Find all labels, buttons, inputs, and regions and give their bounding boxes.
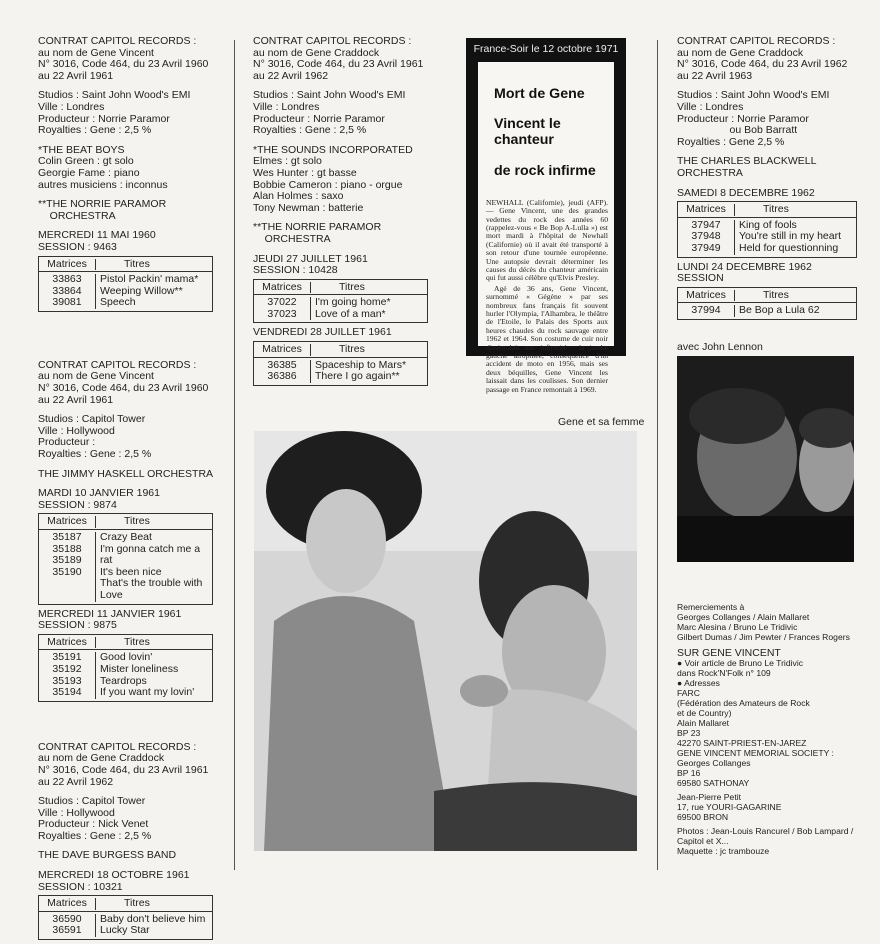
matrix-number: 36591: [52, 924, 82, 937]
text-line: Producteur : Nick Venet: [38, 818, 149, 831]
credits-text: [677, 826, 867, 856]
text-line: Alain Mallaret: [677, 718, 730, 728]
band-block: [253, 145, 428, 215]
session-block: [253, 327, 428, 339]
text-line: Jean-Pierre Petit: [677, 792, 742, 802]
text-line: CONTRAT CAPITOL RECORDS :: [253, 35, 412, 47]
song-title: Love of a man*: [315, 307, 386, 320]
text-line: ORCHESTRA: [38, 209, 116, 222]
text-line: CONTRAT CAPITOL RECORDS :: [677, 35, 836, 47]
titres-header: Titres: [124, 515, 150, 528]
studio-block: [38, 90, 213, 136]
text-line: SESSION : 9874: [38, 498, 117, 511]
text-line: Royalties : Gene 2,5 %: [677, 135, 785, 148]
text-line: Vincent le chanteur: [494, 116, 561, 149]
text-line: au 22 Avril 1961: [38, 69, 114, 82]
song-title: Crazy Beat: [100, 531, 152, 543]
text-line: au nom de Gene Vincent: [38, 46, 154, 59]
text-line: 17, rue YOURI-GAGARINE: [677, 802, 782, 812]
text-line: au 22 Avril 1961: [38, 393, 114, 406]
matrix-number: 37994: [691, 304, 721, 317]
matrix-table: [38, 256, 213, 312]
column-1: [38, 36, 213, 944]
matrices-header: Matrices: [39, 259, 96, 271]
text-line: SAMEDI 8 DECEMBRE 1962: [677, 186, 815, 199]
text-line: 69500 BRON: [677, 812, 729, 822]
matrix-number: 33863: [52, 273, 82, 286]
matrix-number: 37022: [267, 296, 297, 309]
text-line: BP 23: [677, 728, 701, 738]
text-line: MARDI 10 JANVIER 1961: [38, 487, 160, 500]
matrix-number: 37948: [691, 230, 721, 243]
clipping-source: France-Soir le 12 octobre 1971: [473, 43, 619, 55]
matrix-table: [677, 287, 857, 320]
credits-block: [677, 826, 867, 856]
text-line: au nom de Gene Craddock: [677, 46, 804, 59]
matrices-header: Matrices: [39, 637, 96, 649]
text-line: Wes Hunter : gt basse: [253, 166, 357, 179]
song-title: Speech: [100, 296, 136, 309]
band-block: [677, 156, 857, 179]
text-line: CONTRAT CAPITOL RECORDS :: [38, 35, 197, 47]
song-title: Be Bop a Lula 62: [739, 304, 820, 317]
text-line: Studios : Capitol Tower: [38, 795, 146, 808]
titres-header: Titres: [763, 288, 789, 301]
matrices-header: Matrices: [254, 344, 311, 356]
text-line: THE DAVE BURGESS BAND: [38, 849, 177, 862]
text-line: au 22 Avril 1963: [677, 69, 753, 82]
text-line: Studios : Saint John Wood's EMI: [38, 89, 191, 102]
text-line: **THE NORRIE PARAMOR: [38, 198, 167, 211]
song-title: Lucky Star: [100, 924, 150, 937]
matrix-number: 35194: [52, 686, 82, 699]
text-line: au 22 Avril 1962: [253, 69, 329, 82]
song-title: That's the trouble with: [100, 577, 203, 590]
titres-header: Titres: [124, 635, 150, 648]
matrices-header: Matrices: [254, 282, 311, 294]
studio-block: [677, 90, 857, 148]
matrix-table: [677, 201, 857, 257]
text-line: THE CHARLES BLACKWELL: [677, 155, 817, 168]
text-line: Ville : Hollywood: [38, 424, 115, 437]
text-line: N° 3016, Code 464, du 23 Avril 1960: [38, 382, 209, 395]
text-line: CONTRAT CAPITOL RECORDS :: [38, 740, 197, 753]
sur-title: SUR GENE VINCENT: [677, 647, 781, 659]
text-line: SESSION : 10428: [253, 264, 338, 277]
session-block: [677, 188, 857, 200]
text-line: Georges Collanges / Alain Mallaret: [677, 612, 810, 622]
titres-header: Titres: [339, 280, 365, 293]
text-line: Ville : Londres: [253, 100, 320, 113]
matrix-number: 37949: [691, 241, 721, 254]
text-line: Georges Collanges: [677, 758, 751, 768]
text-line: *THE SOUNDS INCORPORATED: [253, 143, 413, 156]
sur-lines: [677, 658, 857, 748]
matrix-table: [38, 895, 213, 940]
matrix-table: [253, 341, 428, 386]
text-line: Studios : Saint John Wood's EMI: [677, 89, 830, 102]
clipping-body: NEWHALL (Californie), jeudi (AFP). — Gene Vincent, une des grandes vedettes du rock des années 60 (rappelez-vous « Be Bop A-Lulla ») est mort mardi à l'hôpital de Newhall (Californie) où il avait été transporté à son retour d'une tournée européenne. Une autopsie devrait déterminer les causes du décès du chanteur américain qui fut aussi célèbre qu'Elvis Presley.: [486, 197, 608, 283]
matrices-header: Matrices: [39, 516, 96, 528]
text-line: Remerciements à: [677, 602, 745, 612]
text-line: Royalties : Gene : 2,5 %: [38, 829, 152, 842]
text-line: Marc Alesina / Bruno Le Tridivic: [677, 622, 798, 632]
text-line: MERCREDI 11 MAI 1960: [38, 229, 156, 242]
song-title: There I go again**: [315, 370, 400, 383]
titres-header: Titres: [124, 257, 150, 270]
petit-block: [677, 792, 857, 822]
text-line: Gilbert Dumas / Jim Pewter / Frances Rogers: [677, 632, 850, 642]
matrices-header: Matrices: [678, 204, 735, 216]
text-line: SESSION: [677, 272, 724, 285]
text-line: dans Rock'N'Folk n° 109: [677, 668, 771, 678]
session-block: [38, 609, 213, 632]
song-title: Pistol Packin' mama*: [100, 273, 199, 286]
text-line: et de Country): [677, 708, 732, 718]
text-line: de rock infirme: [494, 162, 596, 179]
text-line: ● Adresses: [677, 678, 720, 688]
text-line: Capitol et X...: [677, 836, 729, 846]
lennon-photo: [677, 356, 854, 562]
text-line: BP 16: [677, 768, 701, 778]
clipping-headline: [478, 62, 614, 197]
text-line: THE JIMMY HASKELL ORCHESTRA: [38, 467, 214, 480]
text-line: Mort de Gene: [494, 86, 585, 103]
matrices-header: Matrices: [678, 290, 735, 302]
contract-block: [38, 360, 213, 406]
text-line: FARC: [677, 688, 700, 698]
text-line: Royalties : Gene : 2,5 %: [38, 448, 152, 461]
titres-header: Titres: [339, 343, 365, 356]
matrices-header: Matrices: [39, 898, 96, 910]
lennon-caption: avec John Lennon: [677, 341, 763, 353]
song-title: Weeping Willow**: [100, 284, 183, 297]
text-line: Ville : Londres: [38, 100, 105, 113]
band-block: [38, 199, 213, 222]
text-line: Colin Green : gt solo: [38, 155, 134, 168]
matrix-number: 36385: [267, 358, 297, 371]
session-block: [677, 262, 857, 285]
session-block: [38, 870, 213, 893]
gene-photo: [254, 431, 637, 851]
text-line: 42270 SAINT-PRIEST-EN-JAREZ: [677, 738, 807, 748]
text-line: autres musiciens : inconnus: [38, 178, 168, 191]
text-line: Tony Newman : batterie: [253, 201, 364, 214]
text-line: JEUDI 27 JUILLET 1961: [253, 252, 368, 265]
text-line: CONTRAT CAPITOL RECORDS :: [38, 358, 197, 371]
song-title: It's been nice: [100, 565, 162, 578]
text-line: au 22 Avril 1962: [38, 775, 114, 788]
thanks-block: [677, 602, 857, 822]
text-line: Ville : Londres: [677, 100, 744, 113]
text-line: ORCHESTRA: [677, 166, 743, 179]
text-line: Georgie Fame : piano: [38, 166, 140, 179]
text-line: N° 3016, Code 464, du 23 Avril 1961: [253, 58, 424, 71]
text-line: N° 3016, Code 464, du 23 Avril 1960: [38, 58, 209, 71]
studio-block: [38, 414, 213, 460]
song-title: Held for questionning: [739, 241, 839, 254]
song-title: Mister loneliness: [100, 662, 179, 675]
matrix-number: 37023: [267, 307, 297, 320]
text-line: Producteur : Norrie Paramor: [38, 112, 170, 125]
matrix-number: 36590: [52, 912, 82, 925]
text-line: LUNDI 24 DECEMBRE 1962: [677, 260, 812, 273]
gene-photo-art: [254, 431, 637, 851]
text-line: au nom de Gene Craddock: [38, 752, 165, 765]
matrix-table: [253, 279, 428, 324]
text-line: Bobbie Cameron : piano - orgue: [253, 178, 403, 191]
text-line: Studios : Capitol Tower: [38, 413, 146, 426]
matrix-number: 36386: [267, 370, 297, 383]
contract-block: [677, 36, 857, 82]
clipping-body-2: Agé de 36 ans, Gene Vincent, surnommé « Gégène » par ses nombreux fans français fit souvent hurler l'Olympia, l'Alhambra, le théâtre de l'Etoile, le Palais des Sports aux heures chaudes du rock sauvage entre 1962 et 1964. Son costume de cuir noir dissimulait une infirmité : la jambe gauche atrophiée, conséquence d'un accident de moto en 1956, mais ses deux béquilles, Gene Vincent les laissait dans les coulisses. Son dernier passage en France remontait à 1969.: [486, 283, 608, 394]
column-divider: [657, 40, 658, 870]
text-line: SESSION : 10321: [38, 880, 123, 893]
text-line: au nom de Gene Craddock: [253, 46, 380, 59]
text-line: VENDREDI 28 JUILLET 1961: [253, 326, 392, 339]
song-title: Good lovin': [100, 651, 153, 664]
song-title: Teardrops: [100, 674, 147, 687]
text-line: Producteur : Norrie Paramor: [677, 112, 809, 125]
text-line: au nom de Gene Vincent: [38, 370, 154, 383]
text-line: Elmes : gt solo: [253, 155, 322, 168]
song-title: If you want my lovin': [100, 686, 195, 699]
text-line: Ville : Hollywood: [38, 806, 115, 819]
newspaper-clipping: [466, 38, 626, 394]
text-line: GENE VINCENT MEMORIAL SOCIETY :: [677, 748, 834, 758]
contract-block: [38, 742, 213, 788]
band-block: [253, 222, 428, 245]
session-block: [38, 230, 213, 253]
matrix-number: 35189: [52, 554, 82, 567]
matrix-number: [39, 578, 95, 590]
text-line: MERCREDI 18 OCTOBRE 1961: [38, 869, 190, 882]
matrix-table: [38, 513, 213, 604]
matrix-number: 37947: [691, 218, 721, 231]
matrix-number: 35187: [52, 531, 82, 543]
matrix-number: 39081: [52, 296, 82, 309]
song-title: Spaceship to Mars*: [315, 358, 407, 371]
text-line: N° 3016, Code 464, du 23 Avril 1961: [38, 763, 209, 776]
matrix-number: 35190: [52, 565, 82, 578]
text-line: ou Bob Barratt: [677, 124, 798, 137]
song-title: King of fools: [739, 218, 797, 231]
clipping-article: [478, 62, 614, 394]
text-line: **THE NORRIE PARAMOR: [253, 221, 382, 234]
column-4: [677, 36, 857, 324]
matrix-number: 33864: [52, 284, 82, 297]
photo-caption: Gene et sa femme: [558, 416, 645, 428]
text-line: MERCREDI 11 JANVIER 1961: [38, 607, 182, 620]
song-title: You're still in my heart: [739, 230, 841, 243]
text-line: SESSION : 9875: [38, 619, 117, 632]
thanks-text: [677, 602, 857, 642]
session-block: [253, 254, 428, 277]
contract-block: [38, 36, 213, 82]
text-line: 69580 SATHONAY: [677, 778, 750, 788]
text-line: N° 3016, Code 464, du 23 Avril 1962: [677, 58, 848, 71]
text-line: Producteur : Norrie Paramor: [253, 112, 385, 125]
text-line: ● Voir article de Bruno Le Tridivic: [677, 658, 804, 668]
studio-block: [253, 90, 428, 136]
text-line: Producteur :: [38, 436, 96, 449]
song-title: I'm going home*: [315, 296, 391, 309]
song-title: I'm gonna catch me a rat: [100, 542, 201, 567]
text-line: *THE BEAT BOYS: [38, 143, 125, 156]
text-line: Photos : Jean-Louis Rancurel / Bob Lampard /: [677, 826, 854, 836]
text-line: Royalties : Gene : 2,5 %: [253, 124, 367, 137]
column-2: [253, 36, 428, 390]
studio-block: [38, 796, 213, 842]
text-line: Royalties : Gene : 2,5 %: [38, 124, 152, 137]
contract-block: [253, 36, 428, 82]
titres-header: Titres: [763, 203, 789, 216]
band-block: [38, 850, 213, 862]
column-divider: [234, 40, 235, 870]
text-line: SESSION : 9463: [38, 240, 117, 253]
text-line: ORCHESTRA: [253, 232, 331, 245]
text-line: Studios : Saint John Wood's EMI: [253, 89, 406, 102]
text-line: Alan Holmes : saxo: [253, 190, 344, 203]
matrix-number: 35193: [52, 674, 82, 687]
text-line: Maquette : jc trambouze: [677, 846, 770, 856]
song-title: Love: [100, 588, 123, 601]
band-block: [38, 469, 213, 481]
matrix-number: 35192: [52, 662, 82, 675]
society-block: [677, 748, 857, 788]
song-title: Baby don't believe him: [100, 912, 206, 925]
session-block: [38, 488, 213, 511]
text-line: (Fédération des Amateurs de Rock: [677, 698, 810, 708]
matrix-table: [38, 634, 213, 702]
titres-header: Titres: [124, 897, 150, 910]
band-block: [38, 145, 213, 191]
matrix-number: 35188: [52, 542, 82, 555]
matrix-number: 35191: [52, 651, 82, 664]
lennon-photo-art: [677, 356, 854, 562]
